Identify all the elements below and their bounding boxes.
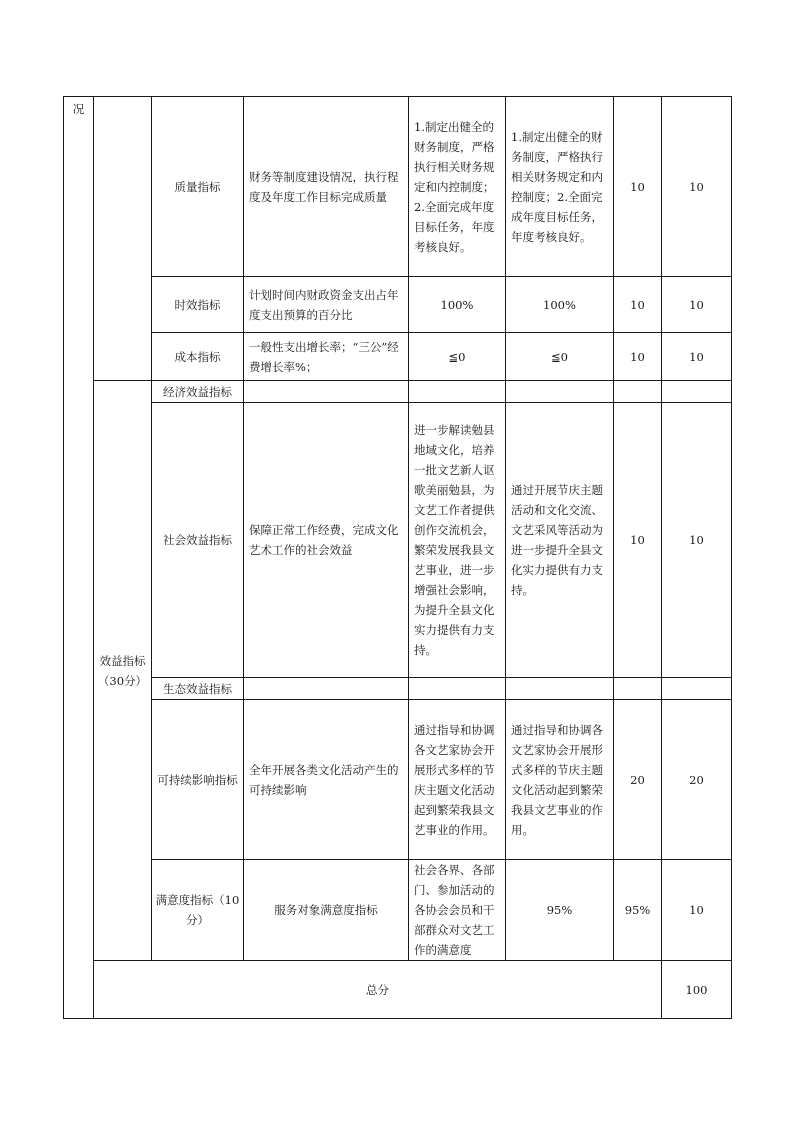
- timeliness-target-value: 100%: [409, 277, 506, 333]
- economic-indicator-name: 经济效益指标: [152, 381, 244, 403]
- sustainable-actual-value: 通过指导和协调各文艺家协会开展形式多样的节庆主题文化活动起到繁荣我县文艺事业的作用。: [506, 700, 614, 860]
- benefit-group-label: 效益指标（30分）: [94, 381, 152, 961]
- social-score: 10: [662, 403, 732, 678]
- ecological-target-empty: [409, 678, 506, 700]
- table-row-social: [64, 403, 732, 678]
- total-weight: 100: [662, 961, 732, 1019]
- cost-target-value: ≦0: [409, 333, 506, 381]
- total-label: 总分: [94, 961, 662, 1019]
- timeliness-indicator-content: 计划时间内财政资金支出占年度支出预算的百分比: [244, 277, 409, 333]
- table-row-total: [64, 961, 732, 1019]
- timeliness-indicator-name: 时效指标: [152, 277, 244, 333]
- social-weight: 10: [614, 403, 662, 678]
- economic-target-empty: [409, 381, 506, 403]
- continued-category-cell: 况: [64, 97, 94, 1019]
- cost-indicator-name: 成本指标: [152, 333, 244, 381]
- sustainable-score: 20: [662, 700, 732, 860]
- timeliness-score: 10: [662, 277, 732, 333]
- satisfaction-target-value: 95%: [506, 860, 614, 961]
- ecological-actual-empty: [506, 678, 614, 700]
- cost-score: 10: [662, 333, 732, 381]
- economic-actual-empty: [506, 381, 614, 403]
- timeliness-actual-value: 100%: [506, 277, 614, 333]
- table-row-sustainable: [64, 700, 732, 860]
- cost-actual-value: ≦0: [506, 333, 614, 381]
- social-indicator-content: 保障正常工作经费，完成文化艺术工作的社会效益: [244, 403, 409, 678]
- satisfaction-indicator-name: 服务对象满意度指标: [244, 860, 409, 961]
- ecological-content-empty: [244, 678, 409, 700]
- table-row-quality: [64, 97, 732, 277]
- sustainable-indicator-name: 可持续影响指标: [152, 700, 244, 860]
- table-row-ecological: [64, 678, 732, 700]
- economic-weight-empty: [614, 381, 662, 403]
- ecological-score-empty: [662, 678, 732, 700]
- social-actual-value: 通过开展节庆主题活动和文化交流、文艺采风等活动为进一步提升全县文化实力提供有力支持。: [506, 403, 614, 678]
- quality-indicator-name: 质量指标: [152, 97, 244, 277]
- output-group-cell: [94, 97, 152, 381]
- timeliness-weight: 10: [614, 277, 662, 333]
- ecological-weight-empty: [614, 678, 662, 700]
- economic-score-empty: [662, 381, 732, 403]
- table-row-timeliness: [64, 277, 732, 333]
- sustainable-target-value: 通过指导和协调各文艺家协会开展形式多样的节庆主题文化活动起到繁荣我县文艺事业的作用。: [409, 700, 506, 860]
- economic-content-empty: [244, 381, 409, 403]
- social-target-value: 进一步解读勉县地域文化，培养一批文艺新人讴歌美丽勉县，为文艺工作者提供创作交流机会，繁荣发展我县文艺事业，进一步增强社会影响，为提升全县文化实力提供有力支持。: [409, 403, 506, 678]
- quality-score: 10: [662, 97, 732, 277]
- quality-weight: 10: [614, 97, 662, 277]
- satisfaction-indicator-content: 社会各界、各部门、参加活动的各协会会员和干部群众对文艺工作的满意度: [409, 860, 506, 961]
- ecological-indicator-name: 生态效益指标: [152, 678, 244, 700]
- social-indicator-name: 社会效益指标: [152, 403, 244, 678]
- satisfaction-weight: 10: [662, 860, 732, 961]
- sustainable-indicator-content: 全年开展各类文化活动产生的可持续影响: [244, 700, 409, 860]
- table-row-satisfaction: [64, 860, 732, 961]
- table-row-economic: [64, 381, 732, 403]
- satisfaction-group-label: 满意度指标（10分）: [152, 860, 244, 961]
- quality-indicator-content: 财务等制度建设情况，执行程度及年度工作目标完成质量: [244, 97, 409, 277]
- quality-target-value: 1.制定出健全的财务制度，严格执行相关财务规定和内控制度；2.全面完成年度目标任务，年度考核良好。: [409, 97, 506, 277]
- performance-evaluation-table: [63, 96, 732, 1019]
- table-row-cost: [64, 333, 732, 381]
- cost-weight: 10: [614, 333, 662, 381]
- quality-actual-value: 1.制定出健全的财务制度，严格执行相关财务规定和内控制度；2.全面完成年度目标任务，年度考核良好。: [506, 97, 614, 277]
- cost-indicator-content: 一般性支出增长率；“三公”经费增长率%；: [244, 333, 409, 381]
- satisfaction-actual-value: 95%: [614, 860, 662, 961]
- sustainable-weight: 20: [614, 700, 662, 860]
